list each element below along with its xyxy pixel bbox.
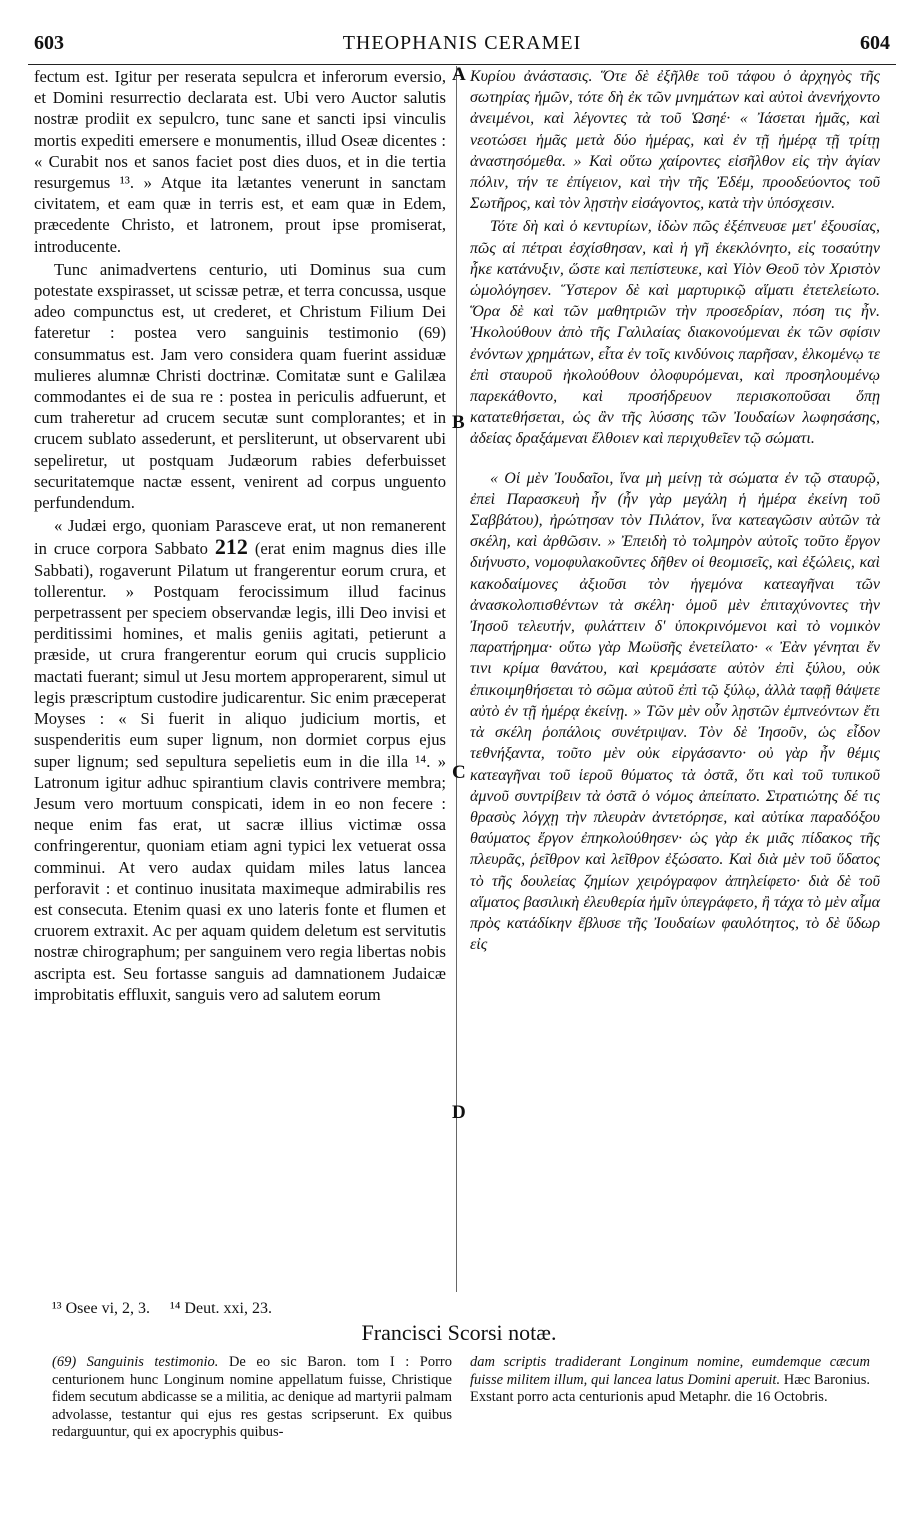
greek-paragraph-2: Τότε δὴ καὶ ὁ κεντυρίων, ἰδὼν πῶς ἐξέπνευσε μετ' ἐξουσίας, πῶς αἱ πέτραι ἐσχίσθησαν, καὶ ἡ γῆ ἐκεκλόνητο, εἰς τοσαύτην ἧκε κατάνυξιν, ὥστε καὶ πεπίστευκε, καὶ Υἱὸν Θεοῦ τὸν Χριστὸν ὡμολόγησεν. Ὕστερον δὲ καὶ μαρτυρικῷ αἵματι ἐτετελείωτο. Ὅρα δὲ καὶ τῶν μαθητριῶν τὴν προσεδρίαν, πόση τις ἦν. Ἠκολούθουν ἀπὸ τῆς Γαλιλαίας διακονούμεναι ἐκ τῶν σφίσιν ἐνόντων χρημάτων, εἶτα ἐν τοῖς κινδύνοις παρῆσαν, ἑλκομένῳ τε ἐπὶ σταυροῦ ἠκολούθουν ὀλοφυρόμεναι, καὶ προσηλουμένῳ παρεκάθοντο, καὶ προσήδρευον περισκοποῦσαι ὅπῃ κατατεθήσεται, ὡς ἂν τῆς λύσσης τῶν Ἰουδαίων λωφησάσης, ἀδείας δραξάμεναι ἔλθοιεν καὶ περιχυθεῖεν τῷ σώματι. bbox=[470, 218, 880, 448]
paragraph-gap bbox=[470, 450, 880, 468]
note-right-tail: Hæc Baronius. Exstant porro acta centurionis apud Metaphr. die 16 Octobris. bbox=[470, 1371, 871, 1405]
notes-heading: Francisci Scorsi notæ. bbox=[361, 1320, 557, 1345]
margin-marker-d: D bbox=[452, 1102, 466, 1123]
latin-paragraph-3 bbox=[34, 515, 446, 1005]
note-left-column bbox=[52, 1354, 452, 1442]
page-number-left: 603 bbox=[34, 32, 64, 54]
footnotes bbox=[52, 1300, 272, 1318]
column-number: 212 bbox=[214, 534, 248, 560]
latin-paragraph-3-end: (erat enim magnus dies ille Sabbati), rogaverunt Pilatum ut frangerentur eorum crura, et tollerentur. » Postquam ferocissimum illud facinus perpetrassent per speciem observandæ legis, illi Deo invisi et perditissimi homines, et malis geniis agitati, petierunt a præside, ut crura frangerentur eorum qui crucis supplicio mactati fuerant; simul ut Jesu mortem approperarent, simul ut legis præscriptum custodire judicarentur. Sic enim præceperat Moyses : « Si fuerit in aliquo judicium mortis, et suspenderitis eum super lignum, non dormiet corpus ejus super lignum; sed sepultura sepelietis eum in die illa ¹⁴. » Latronum igitur adhuc spirantium clavis contrivere membra; Jesum vero mortuum conspicati, idem in eo non fecere : neque enim fas erat, ut sacræ illius victimæ ossa confringerentur, quoniam etiam agni typici lex vetuerat ossa comminui. At vero audax quidam miles latus lancea perforavit : et continuo inusitata maximeque admirabilis res est consecuta. Etenim quasi ex uno lateris fonte et flumen et cruorem extraxit. Ac per aquam quidem deletum est servitutis nostræ chirographum; per sanguinem vero regia libertas nobis ascripta est. Seu fortasse sanguis ad damnationem Judaicæ improbitatis effluxit, sanguis vero ad salutem eorum bbox=[34, 539, 446, 1004]
running-title: THEOPHANIS CERAMEI bbox=[342, 32, 582, 54]
latin-paragraph-3-start: « Judæi ergo, quoniam Parasceve erat, ut non remanerent in cruce corpora Sabbato bbox=[34, 516, 446, 559]
footnote-13: ¹³ Osee vi, 2, 3. bbox=[52, 1300, 151, 1317]
footnote-14: ¹⁴ Deut. xxi, 23. bbox=[170, 1300, 272, 1317]
note-left-body: De eo sic Baron. tom I : Porro centurionem hunc Longinum nomine appellatum fuisse, Christique fidem secutum abdicasse se a militia, ac denique ad martyrii palmam advolasse, testantur qui ejus res gestas scripserunt. Ex quibus redarguuntur, qui ex apocryphis quibus- bbox=[52, 1354, 452, 1440]
note-lead: (69) Sanguinis testimonio. bbox=[52, 1354, 219, 1370]
page-number-right: 604 bbox=[860, 32, 890, 54]
latin-column bbox=[34, 66, 446, 1005]
greek-paragraph-3: « Οἱ μὲν Ἰουδαῖοι, ἵνα μὴ μείνῃ τὰ σώματα ἐν τῷ σταυρῷ, ἐπεὶ Παρασκευὴ ἦν (ἦν γὰρ μεγάλη ἡ ἡμέρα ἐκείνη τοῦ Σαββάτου), ἠρώτησαν τὸν Πιλάτον, ἵνα κατεαγῶσιν αὐτῶν τὰ σκέλη, καὶ ἀρθῶσιν. » Ἐπειδὴ τὸ τολμηρὸν αὐτοῖς τοῦτο ἔργον διήνυστο, νομοφυλακοῦντες δῆθεν οἱ θεομισεῖς, καὶ ἐξώλεις, καὶ κακοδαίμονες ἀξιοῦσι τὸν ἡγεμόνα κατεαγῆναι τῶν ἀνασκολοπισθέντων τὰ σκέλη· ὁμοῦ μὲν ἐπιταχύνοντες τὴν Ἰησοῦ τελευτήν, φυλάττειν δ' ὑποκρινόμενοι καὶ τὸ νομικὸν παρατήρημα· οὕτω γὰρ Μωϋσῆς ἐνετείλατο· « Ἐὰν γένηται ἔν τινι κρίμα θανάτου, καὶ κρεμάσατε αὐτὸν ἐπὶ ξύλου, οὐκ ἐπικοιμηθήσεται τὸ σῶμα αὐτοῦ ἐπὶ τῷ ξύλῳ, ἀλλὰ ταφῇ θάψετε αὐτὸ ἐν τῇ ἡμέρᾳ ἐκείνῃ. » Τῶν μὲν οὖν λῃστῶν ἐμπνεόντων ἔτι τὰ σκέλη ῥοπάλοις συνέτριψαν. Τὸν δὲ Ἰησοῦν, ὡς εἶδον τεθνήξαντα, τοῦτο μὲν οὐκ εἰργάσαντο· οὐ γὰρ ἦν θέμις κατεαγῆναι τοῦ ἱεροῦ θύματος τὰ ὀστᾶ, ὅτι καὶ τοῦ τυπικοῦ ἀμνοῦ συντρίβειν τὰ ὀστᾶ ὁ νόμος ἀπείπατο. Στρατιώτης δέ τις θρασὺς λόγχῃ τὴν πλευρὰν ἀντετόρησε, καὶ αὐτίκα παραδόξου θαύματος ἔργον ἐπηκολούθησεν· ὡς γὰρ ἐκ μιᾶς πίδακος τῆς πλευρᾶς, ῥεῖθρον καὶ λεῖθρον ἐξώσατο. Καὶ διὰ μὲν τοῦ ὕδατος τὸ τῆς δουλείας ζημίων χειρόγραφον ἀπηλείφετο· διὰ δὲ τοῦ αἵματος βασιλικὴ ἐλευθερία ἡμῖν ὑπεγράφετο, ἢ τάχα τὸ μὲν αἷμα πρὸς κατάδίκην ἔβλυσε τῆς Ἰουδαίων φαυλότητος, τὸ δὲ ὕδωρ εἰς bbox=[470, 469, 880, 954]
note-right-column bbox=[470, 1354, 870, 1407]
margin-marker-b: B bbox=[452, 412, 465, 433]
margin-marker-a: A bbox=[452, 64, 466, 85]
latin-paragraph-1: fectum est. Igitur per reserata sepulcra et inferorum eversio, et Domini resurrectio declarata est. Ubi vero Auctor salutis nostræ prodiit ex sepulcro, tunc sane et sancti ipsi vinculis mortis expediti emersere e monumentis, illud Oseæ dicentes : « Curabit nos et sanos faciet post dies duos, et in die tertia resurgemus ¹³. » Atque ita lætantes venerunt in sanctam civitatem, et eam quæ in terris est, et eam quæ in Edem, præcedente Christo, et latronem, prout ipse promiserat, introducente. bbox=[34, 67, 446, 256]
greek-paragraph-1: Κυρίου ἀνάστασις. Ὅτε δὲ ἐξῆλθε τοῦ τάφου ὁ ἀρχηγὸς τῆς σωτηρίας ἡμῶν, τότε δὴ ἐκ τῶν μνημάτων καὶ αὐτοὶ ἀνενήχοντο ἀνειμένοι, καὶ λέγοντες τὰ τοῦ Ὡσηέ· « Ἰάσεται ἡμᾶς, καὶ νεοτώσει ἡμᾶς μετὰ δύο ἡμέρας, καὶ ἐν τῇ ἡμέρᾳ τῇ τρίτῃ ἀναστησόμεθα. » Καὶ οὕτω χαίροντες εἰσῆλθον εἰς τὴν ἁγίαν πόλιν, τήν τε ἐπίγειον, καὶ τὴν τῆς Ἐδέμ, προοδεύοντος τοῦ Σωτῆρος, καὶ τὸν λῃστὴν εἰσάγοντος, κατὰ τὴν ὑπόσχεσιν. bbox=[470, 68, 880, 213]
greek-column bbox=[470, 66, 880, 955]
page-header bbox=[28, 30, 896, 65]
margin-marker-c: C bbox=[452, 762, 466, 783]
latin-paragraph-2: Tunc animadvertens centurio, uti Dominus sua cum potestate exspirasset, ut scissæ petræ, et terra concussa, usque adeo compunctus est, ut crederet, et Christum Filium Dei fateretur : postea vero sanguinis testimonio (69) consummatus est. Jam vero considera quam fuerint assiduæ mulieres alumnæ Christi doctrinæ. Comitatæ sunt e Galilæa commodantes ei de sua re : postea in periculis adfuerunt, et cum traheretur ad crucem secutæ sunt complorantes; et in crucem sublato assederunt, et persliterunt, ut observarent ubi sepeliretur, ut postquam Judæorum rabies deferbuisset securitatemque nactæ essent, venirent ad corpus unguento perfundendum. bbox=[34, 259, 446, 513]
note-right-body: dam scriptis tradiderant Longinum nomine, eumdemque cæcum fuisse militem illum, qui lancea latus Domini aperuit. bbox=[470, 1354, 870, 1388]
